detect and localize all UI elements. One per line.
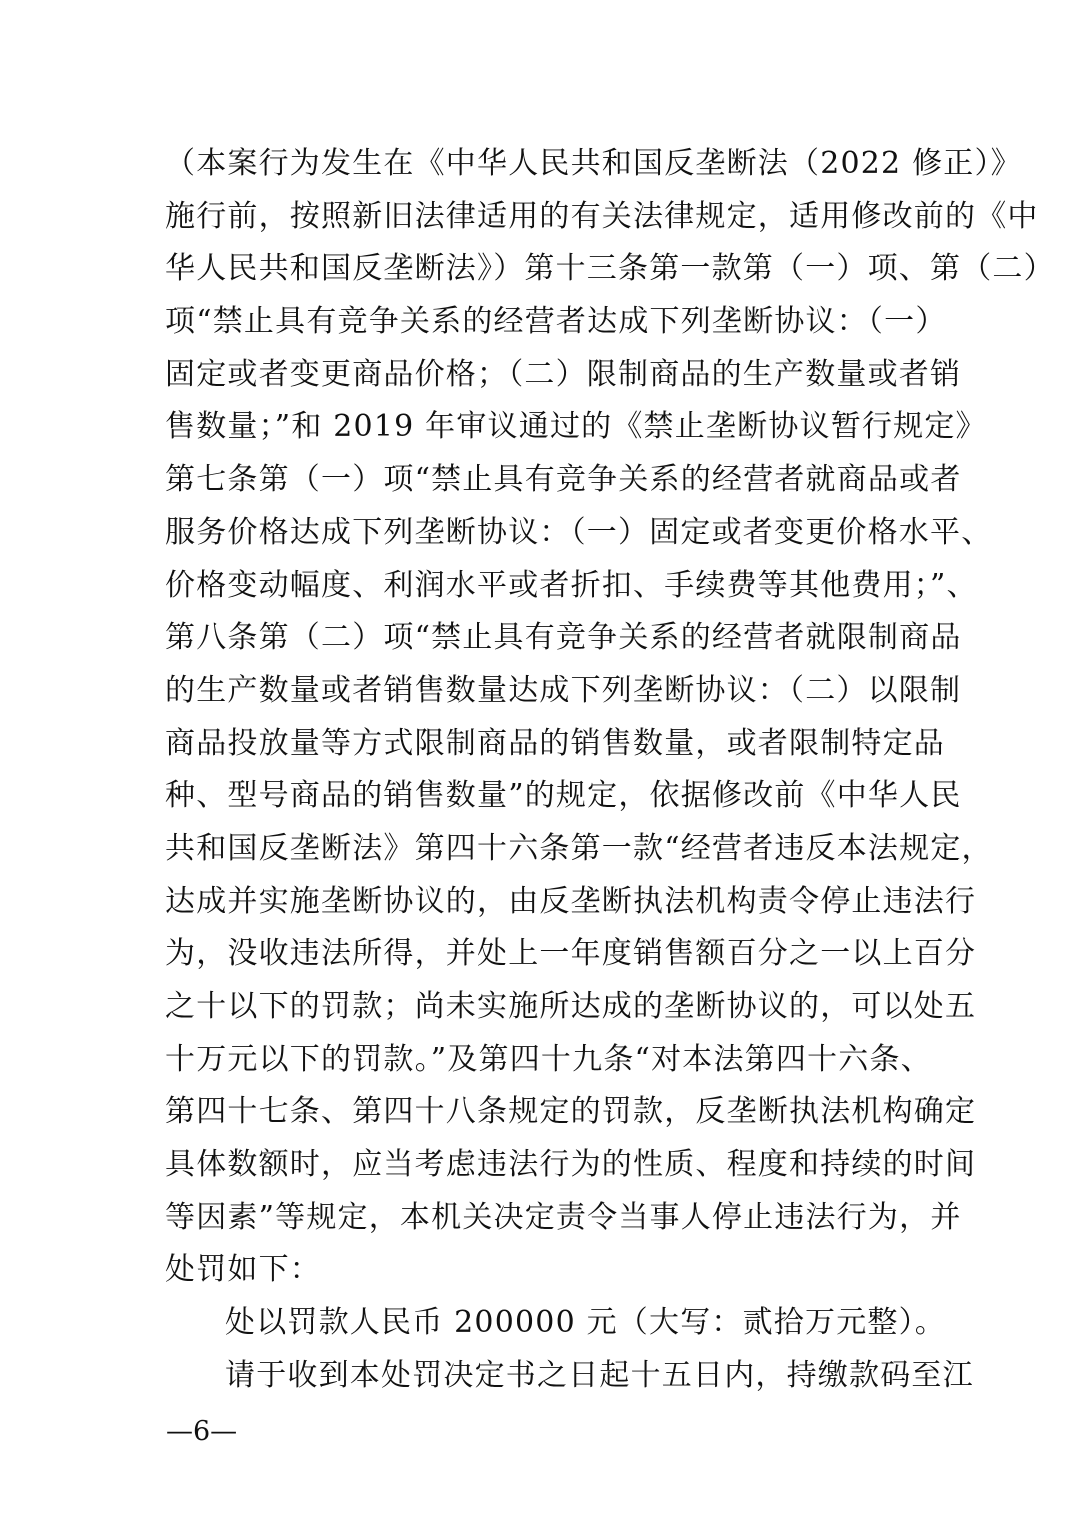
- text-line-3: 华人民共和国反垄断法》）第十三条第一款第（一）项、第（二）: [165, 251, 1055, 287]
- page-number: —6—: [166, 1416, 238, 1447]
- text-line-22: 处罚如下：: [165, 1252, 321, 1288]
- penalty-amount-paragraph: 处以罚款人民币 200000 元（大写：贰拾万元整）。: [225, 1305, 946, 1341]
- text-line-5: 固定或者变更商品价格；（二）限制商品的生产数量或者销: [165, 356, 962, 392]
- text-line-16: 为，没收违法所得，并处上一年度销售额百分之一以上百分: [165, 936, 977, 972]
- text-line-17: 之十以下的罚款；尚未实施所达成的垄断协议的，可以处五: [165, 989, 977, 1024]
- text-line-13: 种、型号商品的销售数量”的规定，依据修改前《中华人民: [165, 778, 962, 814]
- text-line-11: 的生产数量或者销售数量达成下列垄断协议：（二）以限制: [165, 672, 962, 708]
- text-line-20: 具体数额时，应当考虑违法行为的性质、程度和持续的时间: [165, 1147, 977, 1183]
- payment-instruction-paragraph: 请于收到本处罚决定书之日起十五日内，持缴款码至江: [225, 1357, 974, 1393]
- text-line-19: 第四十七条、第四十八条规定的罚款，反垄断执法机构确定: [165, 1094, 977, 1130]
- document-body: [165, 138, 1055, 1403]
- text-line-4: 项“禁止具有竞争关系的经营者达成下列垄断协议：（一）: [165, 304, 947, 340]
- text-line-8: 服务价格达成下列垄断协议：（一）固定或者变更价格水平、: [165, 514, 993, 550]
- text-line-9: 价格变动幅度、利润水平或者折扣、手续费等其他费用；”、: [165, 567, 978, 603]
- text-line-18: 十万元以下的罚款。”及第四十九条“对本法第四十六条、: [165, 1041, 932, 1077]
- text-line-14: 共和国反垄断法》第四十六条第一款“经营者违反本法规定，: [165, 830, 993, 866]
- text-line-12: 商品投放量等方式限制商品的销售数量，或者限制特定品: [165, 725, 945, 761]
- text-line-7: 第七条第（一）项“禁止具有竞争关系的经营者就商品或者: [165, 462, 962, 498]
- text-line-21: 等因素”等规定，本机关决定责令当事人停止违法行为，并: [165, 1199, 962, 1235]
- text-line-15: 达成并实施垄断协议的，由反垄断执法机构责令停止违法行: [165, 883, 977, 919]
- text-line-2: 施行前，按照新旧法律适用的有关法律规定，适用修改前的《中: [165, 198, 1039, 234]
- text-line-1: （本案行为发生在《中华人民共和国反垄断法（2022 修正）》: [165, 146, 1022, 181]
- text-line-6: 售数量；”和 2019 年审议通过的《禁止垄断协议暂行规定》: [165, 409, 987, 445]
- text-line-10: 第八条第（二）项“禁止具有竞争关系的经营者就限制商品: [165, 620, 962, 656]
